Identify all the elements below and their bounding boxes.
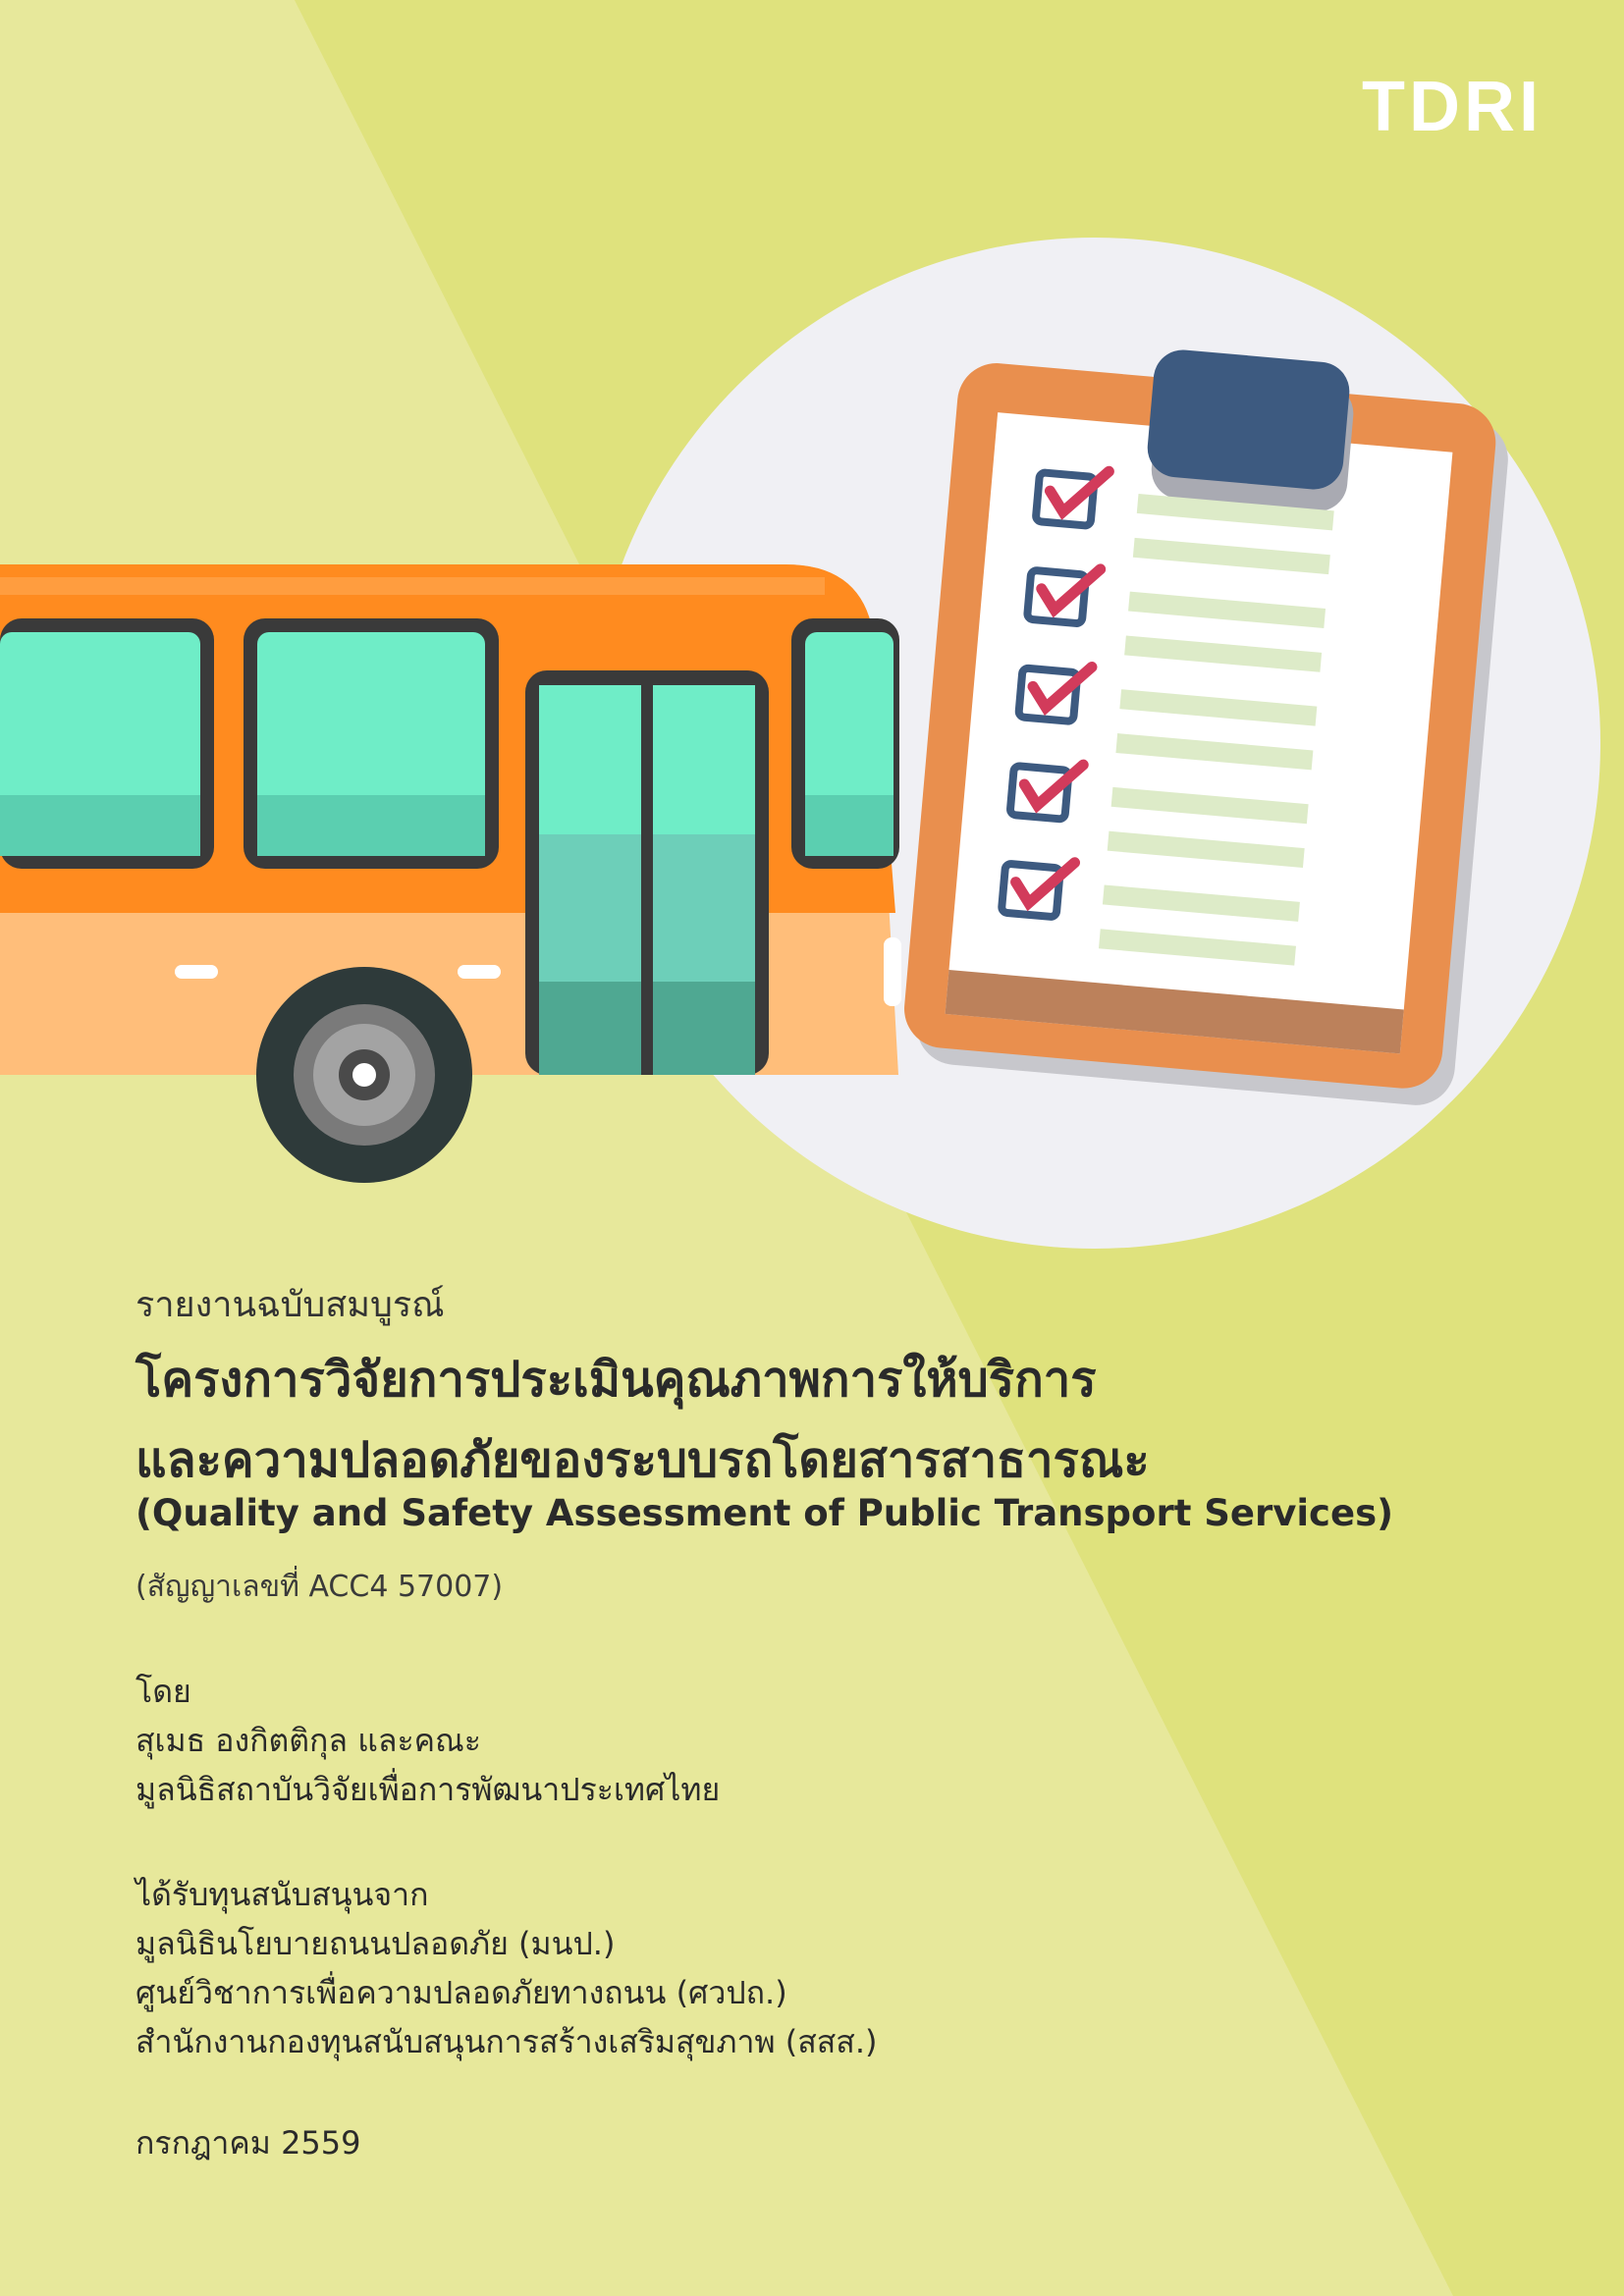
- funding-source: มูลนิธินโยบายถนนปลอดภัย (มนป.): [135, 1925, 616, 1962]
- report-type: รายงานฉบับสมบูรณ์: [135, 1285, 445, 1325]
- clipboard-checklist-illustration: [899, 331, 1515, 1108]
- report-title-thai: [135, 1340, 1150, 1501]
- funding-source: ศูนย์วิชาการเพื่อความปลอดภัยทางถนน (ศวปถ.): [135, 1974, 787, 2011]
- bus-window: [791, 618, 899, 869]
- contract-number: (สัญญาเลขที่ ACC4 57007): [135, 1570, 504, 1604]
- funding-source: สำนักงานกองทุนสนับสนุนการสร้างเสริมสุขภาพ (สสส.): [135, 2023, 878, 2060]
- by-label: โดย: [135, 1673, 191, 1710]
- author-block: [135, 1667, 720, 1814]
- bus-window: [0, 618, 214, 869]
- bus-wheel: [256, 967, 472, 1183]
- title-line: และความปลอดภัยของระบบรถโดยสารสาธารณะ: [135, 1432, 1150, 1488]
- report-title-english: (Quality and Safety Assessment of Public Transport Services): [135, 1492, 1394, 1534]
- tdri-logo: TDRI: [1362, 68, 1543, 146]
- author-name: สุเมธ องกิตติกุล และคณะ: [135, 1722, 481, 1759]
- bus-window: [244, 618, 499, 869]
- funding-label: ได้รับทุนสนับสนุนจาก: [135, 1876, 429, 1913]
- clip: [1145, 347, 1352, 492]
- author-organization: มูลนิธิสถาบันวิจัยเพื่อการพัฒนาประเทศไทย: [135, 1771, 721, 1808]
- title-line: โครงการวิจัยการประเมินคุณภาพการให้บริการ: [135, 1352, 1097, 1408]
- report-date: กรกฎาคม 2559: [135, 2124, 361, 2162]
- bus-door: [525, 670, 769, 1075]
- funding-block: [135, 1870, 877, 2066]
